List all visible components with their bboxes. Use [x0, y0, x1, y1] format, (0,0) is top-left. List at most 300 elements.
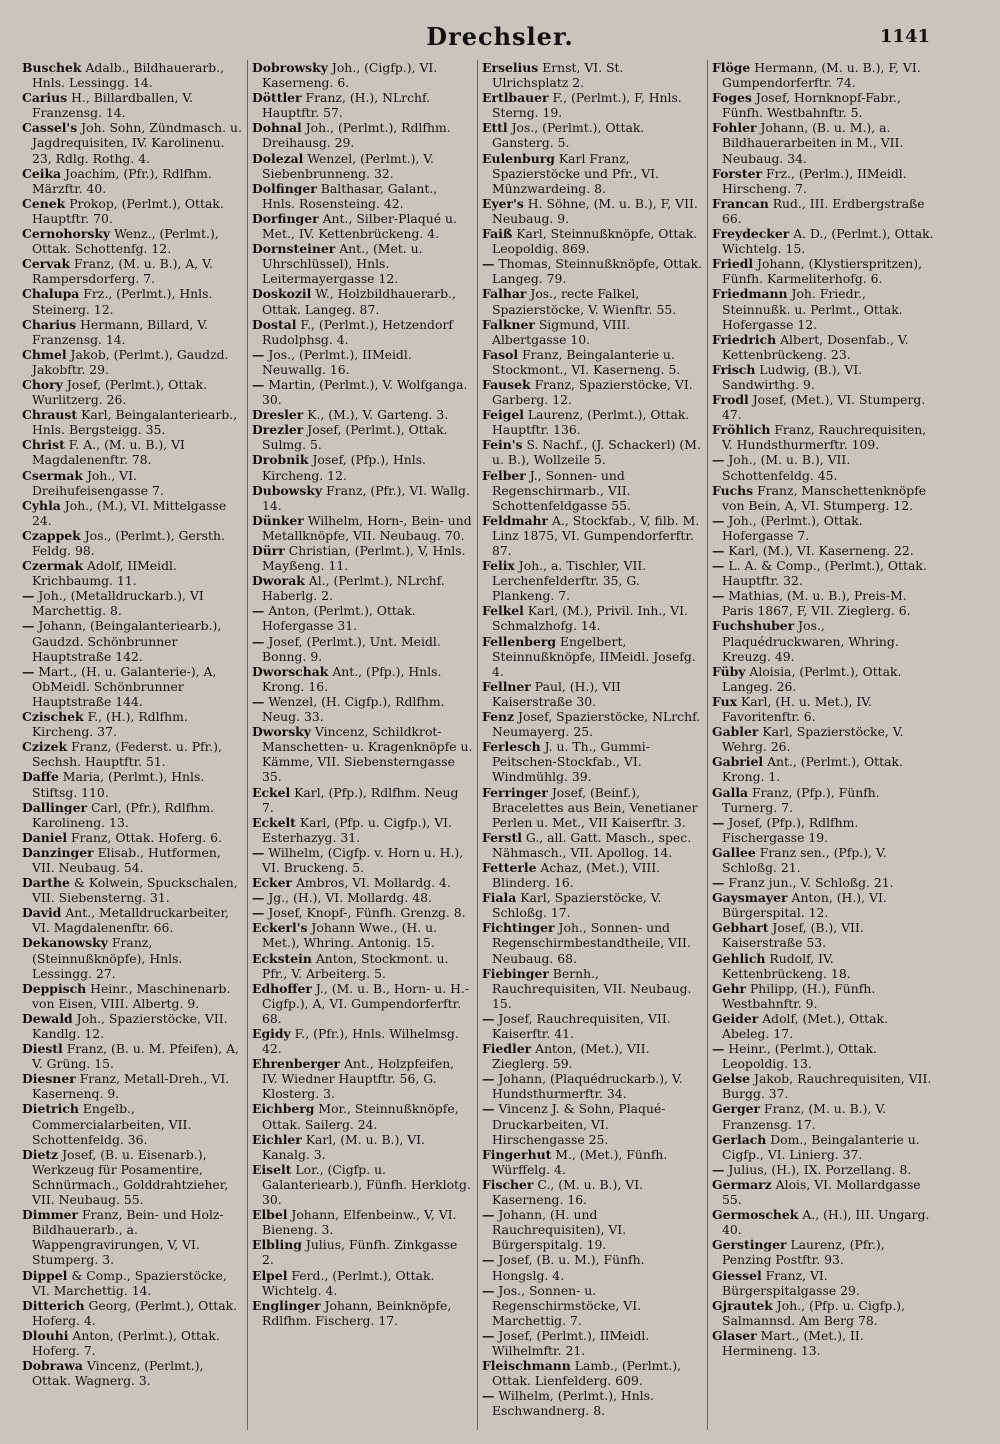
entry-name: Ehrenberger [252, 1056, 341, 1072]
directory-entry [482, 347, 703, 377]
entry-details: Mart., (Met.), II. Hermineng. 13. [722, 1327, 864, 1358]
directory-entry [252, 1298, 473, 1328]
entry-name: — [482, 1010, 495, 1026]
entry-details: Josef, (Pfp.), Hnls. Kircheng. 12. [262, 452, 426, 483]
entry-details: Jakob, Rauchrequisiten, VII. Burgg. 37. [722, 1071, 932, 1102]
directory-entry [252, 1132, 473, 1162]
directory-entry [252, 603, 473, 633]
entry-details: Franz, (H.), NLrchf. Hauptftr. 57. [262, 90, 431, 121]
directory-entry [712, 845, 934, 875]
directory-entry [252, 543, 473, 573]
directory-entry [712, 890, 934, 920]
entry-name: Geider [712, 1010, 759, 1026]
entry-name: Fleischmann [482, 1358, 571, 1374]
entry-details: J., Sonnen- und Regenschirmarb., VII. Schottenfeldgasse 55. [492, 467, 631, 513]
entry-details: Franz, Ottak. Hoferg. 6. [71, 829, 222, 845]
entry-details: Josef, (Met.), VI. Stumperg. 47. [722, 392, 926, 423]
entry-details: Joh., (Pfp. u. Cigfp.), Salmannsd. Am Berg 78. [722, 1297, 906, 1328]
directory-entry [252, 1237, 473, 1267]
directory-entry [712, 90, 934, 120]
directory-entry [712, 588, 934, 618]
directory-entry [252, 422, 473, 452]
directory-entry [482, 1011, 703, 1041]
entry-details: M., (Met.), Fünfh. Würffelg. 4. [492, 1146, 668, 1177]
entry-details: Jos., Sonnen- u. Regenschirmstöcke, VI. Marchettig. 7. [492, 1282, 642, 1328]
entry-details: Johann, Beinknöpfe, Rdlfhm. Fischerg. 17. [262, 1297, 452, 1328]
directory-entry [712, 1207, 934, 1237]
entry-name: Doskozil [252, 286, 312, 302]
entry-details: Josef, (B.), VII. Kaiserstraße 53. [722, 920, 864, 951]
entry-name: Gelse [712, 1071, 751, 1087]
directory-entry [252, 634, 473, 664]
entry-name: — [482, 1071, 495, 1087]
directory-entry [482, 377, 703, 407]
entry-details: Joh. Friedr., Steinnußk. u. Perlmt., Ottak. Hofergasse 12. [722, 286, 903, 332]
directory-entry [712, 1177, 934, 1207]
entry-details: Philipp, (H.), Fünfh. Westbahnftr. 9. [722, 980, 876, 1011]
directory-entry [22, 317, 243, 347]
entry-details: Joh., a. Tischler, VII. Lerchenfelderftr. 35, G. Plankeng. 7. [492, 558, 647, 604]
entry-name: Füby [712, 663, 746, 679]
entry-details: Johann, (Beingalanteriearb.), Gaudzd. Schönbrunner Hauptstraße 142. [32, 618, 222, 664]
entry-details: Laurenz, (Pfr.), Penzing Postftr. 93. [722, 1237, 885, 1268]
entry-details: Bernh., Rauchrequisiten, VII. Neubaug. 15. [492, 965, 692, 1011]
directory-entry [482, 830, 703, 860]
directory-entry [482, 286, 703, 316]
directory-entry [712, 196, 934, 226]
entry-details: Frz., (Perlmt.), Hnls. Steinerg. 12. [32, 286, 213, 317]
entry-name: Fetterle [482, 859, 537, 875]
entry-name: Daffe [22, 769, 59, 785]
entry-name: Fiala [482, 890, 517, 906]
entry-details: H., Billardballen, V. Franzensg. 14. [32, 90, 194, 121]
entry-name: Dekanowsky [22, 935, 108, 951]
entry-details: Johann, (H. und Rauchrequisiten), VI. Bürgerspitalg. 19. [492, 1207, 627, 1253]
entry-details: Joh., (Perlmt.), Ottak. Hofergasse 7. [722, 512, 863, 543]
directory-entry [22, 935, 243, 980]
entry-name: Döttler [252, 90, 302, 106]
entry-details: Adalb., Bildhauerarb., Hnls. Lessingg. 14. [32, 60, 225, 91]
entry-details: Franz, VI. Bürgerspitalgasse 29. [722, 1267, 860, 1298]
entry-details: Ant., (Met. u. Uhrschlüssel), Hnls. Leitermayergasse 12. [262, 241, 423, 287]
entry-details: G., all. Gatt. Masch., spec. Nähmasch., VII. Apollog. 14. [492, 829, 692, 860]
entry-details: Josef, (Perlmt.), Unt. Meidl. Bonng. 9. [262, 633, 441, 664]
directory-entry [22, 498, 243, 528]
entry-name: Germarz [712, 1176, 772, 1192]
directory-entry [482, 739, 703, 784]
entry-name: Fellner [482, 678, 531, 694]
entry-details: Hermann, (M. u. B.), F, VI. Gumpendorferftr. 74. [722, 60, 921, 91]
entry-name: — [712, 512, 725, 528]
entry-name: Galla [712, 784, 749, 800]
entry-details: Franz, (Steinnußknöpfe), Hnls. Lessingg. 27. [32, 935, 183, 981]
entry-name: Dünker [252, 512, 304, 528]
entry-details: Ferd., (Perlmt.), Ottak. Wichtelg. 4. [262, 1267, 435, 1298]
directory-entry [712, 664, 934, 694]
page-title: Drechsler. [426, 22, 574, 51]
directory-entry [22, 196, 243, 226]
directory-entry [22, 226, 243, 256]
directory-entry [252, 845, 473, 875]
entry-name: Ferstl [482, 829, 522, 845]
entry-name: Falhar [482, 286, 527, 302]
entry-name: Ferringer [482, 784, 548, 800]
entry-name: Cassel's [22, 120, 78, 136]
directory-entry [482, 1283, 703, 1328]
entry-details: Johann, (Plaquédruckarb.), V. Hundsthurmerftr. 34. [492, 1071, 683, 1102]
entry-details: Achaz, (Met.), VIII. Blinderg. 16. [492, 859, 661, 891]
entry-name: Feldmahr [482, 512, 549, 528]
directory-entry [22, 90, 243, 120]
entry-details: Paul, (H.), VII Kaiserstraße 30. [492, 678, 621, 709]
entry-name: Fein's [482, 437, 523, 453]
directory-entry [22, 830, 243, 845]
directory-entry [482, 226, 703, 256]
entry-details: Wenzel, (Perlmt.), V. Siebenbrunneng. 32. [262, 150, 434, 181]
entry-details: Thomas, Steinnußknöpfe, Ottak. Langeg. 79. [492, 256, 703, 287]
entry-name: David [22, 905, 62, 921]
directory-entry [252, 377, 473, 407]
entry-details: Karl, (Pfp.), Rdlfhm. Neug 7. [262, 784, 459, 815]
directory-entry [712, 1011, 934, 1041]
entry-name: Eckerl's [252, 920, 308, 936]
directory-entry [712, 362, 934, 392]
directory-entry [712, 558, 934, 588]
directory-entry [712, 875, 934, 890]
directory-entry [252, 981, 473, 1026]
directory-entry [22, 1207, 243, 1267]
directory-entry [22, 1328, 243, 1358]
entry-details: & Kolwein, Spuckschalen, VII. Siebensterng. 31. [32, 875, 238, 906]
directory-entry [22, 468, 243, 498]
entry-name: — [712, 588, 725, 604]
entry-details: Engelbert, Steinnußknöpfe, IIMeidl. Josefg. 4. [492, 633, 696, 679]
directory-entry [712, 543, 934, 558]
entry-name: — [252, 603, 265, 619]
entry-name: Dietrich [22, 1101, 79, 1117]
entry-name: Chmel [22, 346, 67, 362]
entry-name: Chraust [22, 407, 78, 423]
entry-details: Sigmund, VIII. Albertgasse 10. [492, 316, 631, 347]
directory-entry [22, 377, 243, 407]
entry-name: Friedrich [712, 331, 777, 347]
entry-details: Karl, (M.), Privil. Inh., VI. Schmalzhofg. 14. [492, 603, 688, 634]
entry-details: Franz, (B. u. M. Pfeifen), A, V. Grüng. 15. [32, 1041, 239, 1072]
directory-entry [482, 920, 703, 965]
directory-entry [712, 815, 934, 845]
entry-details: Joh., (M. u. B.), VII. Schottenfeldg. 45. [722, 452, 851, 483]
entry-name: Giessel [712, 1267, 762, 1283]
directory-entry [252, 920, 473, 950]
entry-details: A., (H.), III. Ungarg. 40. [722, 1207, 930, 1238]
entry-details: Vincenz, Schildkrot-Manschetten- u. Kragenknöpfe u. Kämme, VII. Siebensterngasse 35. [262, 724, 473, 785]
entry-details: Maria, (Perlmt.), Hnls. Stiftsg. 110. [32, 769, 205, 800]
entry-details: J. u. Th., Gummi-Peitschen-Stockfab., VI. Windmühlg. 39. [492, 739, 650, 785]
entry-details: Karl, Beingalanteriearb., Hnls. Bergsteigg. 35. [32, 407, 238, 438]
directory-entry [252, 1207, 473, 1237]
entry-details: Karl, Steinnußknöpfe, Ottak. Leopoldig. 869. [492, 226, 698, 257]
directory-entry [712, 1237, 934, 1267]
entry-name: Chory [22, 376, 63, 392]
entry-details: Heinr., (Perlmt.), Ottak. Leopoldig. 13. [722, 1041, 877, 1072]
entry-details: W., Holzbildhauerarb., Ottak. Langeg. 87. [262, 286, 456, 317]
entry-name: Daniel [22, 829, 68, 845]
entry-details: Anton, (Perlmt.), Ottak. Hoferg. 7. [32, 1327, 220, 1358]
entry-details: Wenz., (Perlmt.), Ottak. Schottenfg. 12. [32, 226, 219, 257]
directory-entry [712, 332, 934, 362]
entry-name: Dewald [22, 1010, 73, 1026]
column-3 [478, 60, 708, 1430]
entry-name: Gallee [712, 844, 756, 860]
entry-name: Gerstinger [712, 1237, 787, 1253]
entry-name: Ettl [482, 120, 508, 136]
entry-name: Dresler [252, 407, 304, 423]
entry-name: Dworschak [252, 663, 329, 679]
entry-details: Carl, (Pfr.), Rdlfhm. Karolineng. 13. [32, 799, 215, 830]
entry-name: Germoschek [712, 1207, 799, 1223]
entry-name: Elpel [252, 1267, 288, 1283]
entry-name: Fasol [482, 346, 519, 362]
entry-details: Joh., (Perlmt.), Rdlfhm. Dreihausg. 29. [262, 120, 451, 151]
entry-name: — [482, 1252, 495, 1268]
directory-entry [252, 60, 473, 90]
entry-name: — [252, 844, 265, 860]
entry-details: Alois, VI. Mollardgasse 55. [722, 1176, 921, 1208]
directory-entry [482, 1358, 703, 1388]
entry-details: Johann, (B. u. M.), a. Bildhauerarbeiten in M., VII. Neubaug. 34. [722, 120, 904, 166]
directory-entry [482, 90, 703, 120]
entry-details: Mart., (H. u. Galanterie-), A, ObMeidl. Schönbrunner Hauptstraße 144. [32, 663, 217, 709]
directory-entry [22, 1011, 243, 1041]
entry-name: Frisch [712, 361, 756, 377]
entry-details: Jos., (Perlmt.), Gersth. Feldg. 98. [32, 527, 225, 558]
entry-details: Adolf, (Met.), Ottak. Abeleg. 17. [722, 1010, 888, 1041]
column-2 [248, 60, 478, 1430]
entry-name: Gabler [712, 724, 759, 740]
entry-name: Gerlach [712, 1131, 767, 1147]
entry-details: Josef, (Perlmt.), Ottak. Wurlitzerg. 26. [32, 376, 208, 408]
entry-details: Joh., (Cigfp.), VI. Kaserneng. 6. [262, 60, 438, 91]
entry-details: Wenzel, (H. Cigfp.), Rdlfhm. Neug. 33. [262, 693, 445, 725]
entry-details: Heinr., Maschinenarb. von Eisen, VIII. Albertg. 9. [32, 980, 231, 1011]
entry-details: Karl, Spazierstöcke, V. Wehrg. 26. [722, 724, 904, 755]
entry-name: Ferlesch [482, 739, 541, 755]
entry-name: — [22, 663, 35, 679]
entry-details: Martin, (Perlmt.), V. Wolfganga. 30. [262, 376, 468, 408]
entry-name: Dworsky [252, 724, 311, 740]
entry-details: Franz, Spazierstöcke, VI. Garberg. 12. [492, 376, 693, 408]
directory-entry [252, 664, 473, 694]
entry-name: Csermak [22, 467, 83, 483]
directory-entry [482, 679, 703, 709]
entry-details: Lamb., (Perlmt.), Ottak. Lienfelderg. 609. [492, 1358, 682, 1389]
entry-name: Fohler [712, 120, 757, 136]
entry-details: Wilhelm, (Perlmt.), Hnls. Eschwandnerg. 8. [492, 1388, 654, 1419]
directory-entry [252, 724, 473, 784]
entry-name: Deppisch [22, 980, 87, 996]
entry-name: — [482, 1282, 495, 1298]
entry-name: Fischer [482, 1176, 534, 1192]
directory-entry [252, 407, 473, 422]
entry-details: Laurenz, (Perlmt.), Ottak. Hauptftr. 136. [492, 407, 690, 438]
entry-details: Julius, Fünfh. Zinkgasse 2. [262, 1237, 458, 1268]
directory-entry [252, 120, 473, 150]
entry-name: Czappek [22, 527, 81, 543]
entry-details: Ant., (Pfp.), Hnls. Krong. 16. [262, 663, 442, 694]
entry-details: Karl Franz, Spazierstöcke und Pfr., VI. Münzwardeing. 8. [492, 150, 659, 196]
entry-name: — [252, 633, 265, 649]
entry-name: Eiselt [252, 1161, 292, 1177]
directory-entry [22, 407, 243, 437]
entry-name: Chalupa [22, 286, 80, 302]
entry-details: Karl, (M.), VI. Kaserneng. 22. [728, 543, 914, 558]
entry-name: Felber [482, 467, 526, 483]
entry-name: — [252, 890, 265, 906]
entry-name: Carius [22, 90, 68, 106]
directory-entry [712, 724, 934, 754]
entry-details: Anton, Stockmont. u. Pfr., V. Arbeiterg. 5. [262, 950, 449, 981]
entry-name: Dolezal [252, 150, 304, 166]
entry-details: Joh., (Metalldruckarb.), VI Marchettig. 8. [32, 588, 204, 619]
directory-entry [252, 815, 473, 845]
entry-name: — [482, 1101, 495, 1117]
entry-name: — [482, 1327, 495, 1343]
directory-entry [482, 513, 703, 558]
directory-entry [252, 181, 473, 211]
entry-name: Gaysmayer [712, 890, 788, 906]
entry-details: Aloisia, (Perlmt.), Ottak. Langeg. 26. [722, 663, 902, 694]
directory-entry [22, 166, 243, 196]
directory-entry [252, 1026, 473, 1056]
entry-details: Rud., III. Erdbergstraße 66. [722, 195, 925, 226]
entry-details: Franz, (M. u. B.), V. Franzensg. 17. [722, 1101, 887, 1132]
entry-details: H. Söhne, (M. u. B.), F, VII. Neubaug. 9. [492, 195, 698, 226]
entry-details: & Comp., Spazierstöcke, VI. Marchettig. 14. [32, 1267, 227, 1298]
entry-details: A., Stockfab., V, filb. M. Linz 1875, VI. Gumpendorferftr. 87. [492, 512, 700, 558]
directory-entry [22, 1358, 243, 1388]
entry-name: Forster [712, 165, 763, 181]
directory-entry [482, 196, 703, 226]
entry-name: Cenek [22, 195, 66, 211]
directory-entry [22, 1298, 243, 1328]
entry-details: Joh., Sonnen- und Regenschirmbestandtheile, VII. Neubaug. 68. [492, 920, 691, 966]
directory-entry [252, 951, 473, 981]
entry-name: Eichler [252, 1131, 302, 1147]
entry-details: Franz jun., V. Schloßg. 21. [728, 875, 894, 891]
page-header [0, 22, 1000, 62]
entry-name: Cyhla [22, 497, 61, 513]
entry-name: — [712, 1041, 725, 1057]
entry-details: Josef, Rauchrequisiten, VII. Kaiserftr. 41. [492, 1010, 671, 1041]
entry-name: Foges [712, 90, 752, 106]
entry-details: F., (Perlmt.), Hetzendorf Rudolphsg. 4. [262, 316, 453, 347]
entry-name: Eulenburg [482, 150, 555, 166]
directory-entry [22, 800, 243, 830]
entry-details: Johann, (Klystierspritzen), Fünfh. Karmeliterhofg. 6. [722, 256, 923, 287]
directory-entry [712, 226, 934, 256]
directory-entry [22, 845, 243, 875]
entry-details: Josef, (Beinf.), Bracelettes aus Bein, Venetianer Perlen u. Met., VII Kaiserftr. 3. [492, 784, 698, 830]
entry-name: Eckstein [252, 950, 312, 966]
entry-name: Eckel [252, 784, 291, 800]
entry-name: Dlouhi [22, 1327, 69, 1343]
entry-details: Prokop, (Perlmt.), Ottak. Hauptftr. 70. [32, 195, 224, 226]
entry-name: Dohnal [252, 120, 302, 136]
entry-details: Josef, Hornknopf-Fabr., Fünfh. Westbahnftr. 5. [722, 90, 901, 121]
entry-name: Dippel [22, 1267, 68, 1283]
entry-name: — [482, 256, 495, 272]
directory-entry [482, 1388, 703, 1418]
directory-entry [712, 618, 934, 663]
entry-details: Frz., (Perlm.), IIMeidl. Hirscheng. 7. [722, 165, 907, 196]
entry-details: Dom., Beingalanterie u. Cigfp., VI. Linierg. 37. [722, 1131, 920, 1162]
directory-entry [252, 211, 473, 241]
entry-details: Rudolf, IV. Kettenbrückeng. 18. [722, 950, 851, 981]
directory-entry [482, 1328, 703, 1358]
directory-entry [712, 120, 934, 165]
entry-details: S. Nachf., (J. Schackerl) (M. u. B.), Wollzeile 5. [492, 437, 701, 468]
directory-entry [22, 60, 243, 90]
directory-entry [712, 785, 934, 815]
entry-name: Eichberg [252, 1101, 315, 1117]
entry-name: — [252, 346, 265, 362]
entry-details: Elisab., Hutformen, VII. Neubaug. 54. [32, 844, 221, 875]
entry-name: Elbling [252, 1237, 302, 1253]
entry-details: Josef, Spazierstöcke, NLrchf. Neumayerg. 25. [492, 709, 701, 740]
entry-details: Adolf, IIMeidl. Krichbaumg. 11. [32, 558, 177, 589]
directory-entry [482, 966, 703, 1011]
entry-details: Jos., recte Falkel, Spazierstöcke, V. Wienftr. 55. [492, 286, 677, 317]
entry-name: Diestl [22, 1041, 63, 1057]
entry-details: Franz, Rauchrequisiten, V. Hundsthurmerftr. 109. [722, 422, 927, 453]
entry-details: F. A., (M. u. B.), VI Magdalenenftr. 78. [32, 437, 185, 468]
entry-details: Georg, (Perlmt.), Ottak. Hoferg. 4. [32, 1297, 238, 1328]
directory-entry [482, 407, 703, 437]
entry-name: — [712, 558, 725, 574]
entry-details: Joh., VI. Dreihufeisengasse 7. [32, 467, 164, 498]
entry-name: Flöge [712, 60, 751, 75]
directory-entry [712, 1101, 934, 1131]
directory-entry [482, 1252, 703, 1282]
directory-entry [22, 286, 243, 316]
directory-entry [252, 483, 473, 513]
directory-entry [252, 1056, 473, 1101]
directory-entry [712, 60, 934, 90]
entry-name: Dallinger [22, 799, 87, 815]
directory-entry [712, 1162, 934, 1177]
entry-details: Wilhelm, (Cigfp. v. Horn u. H.), VI. Bruckeng. 5. [262, 844, 464, 875]
entry-name: — [22, 618, 35, 634]
directory-entry [252, 347, 473, 377]
entry-name: Glaser [712, 1327, 757, 1343]
directory-entry [22, 664, 243, 709]
entry-details: Anton, (H.), VI. Bürgerspital. 12. [722, 890, 887, 921]
entry-name: Faiß [482, 226, 513, 242]
entry-details: Franz, Beingalanterie u. Stockmont., VI. Kaserneng. 5. [492, 346, 681, 377]
entry-details: Ant., (Perlmt.), Ottak. Krong. 1. [722, 754, 903, 785]
entry-name: Freydecker [712, 226, 790, 242]
entry-details: Anton, (Met.), VII. Zieglerg. 59. [492, 1041, 650, 1072]
entry-name: Edhoffer [252, 980, 312, 996]
entry-name: Erselius [482, 60, 539, 75]
entry-name: Englinger [252, 1297, 321, 1313]
directory-entry [712, 1328, 934, 1358]
entry-name: Dostal [252, 316, 297, 332]
directory-entry [482, 1147, 703, 1177]
entry-name: — [22, 588, 35, 604]
directory-entry [482, 1101, 703, 1146]
entry-details: Johann Wwe., (H. u. Met.), Whring. Antonig. 15. [262, 920, 438, 951]
